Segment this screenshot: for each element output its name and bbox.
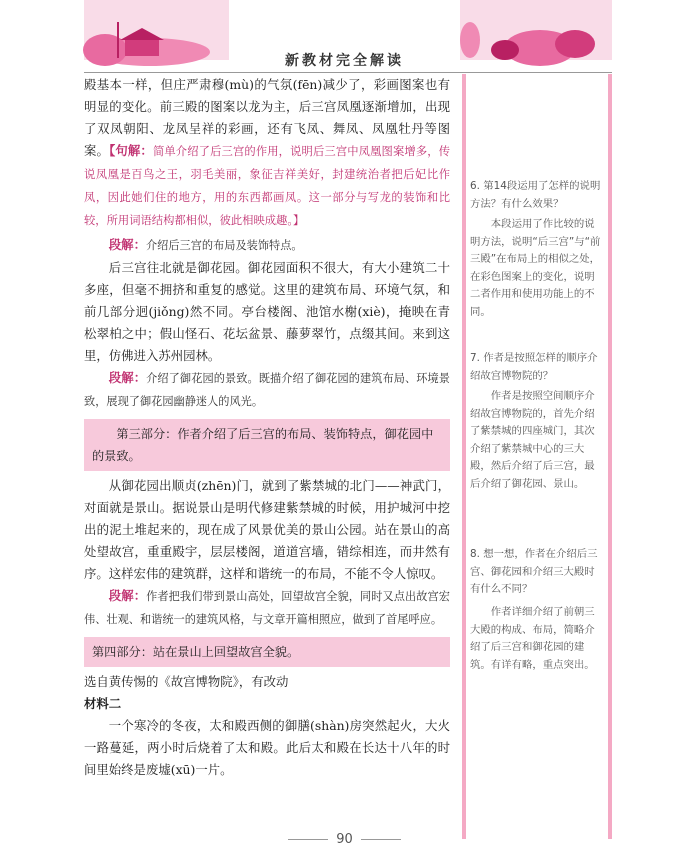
answer-6: 本段运用了作比较的说明方法，说明“后三宫”与“前三殿”在布局上的相似之处，在彩色图案上的变化，说明二者作用和使用功能上的不同。	[470, 218, 601, 318]
paragraph-p3: 从御花园出顺贞(zhēn)门，就到了紫禁城的北门——神武门，对面就是景山。据说景山是明代修建紫禁城的时候，用护城河中挖出的泥土堆起来的，现在成了风景优美的景山公园。站在景山的高处望故宫，重重殿宇，层层楼阁，道道宫墙，错综相连，而井然有序。这样宏伟的建筑群，这样和谐统一的布局，不能不令人惊叹。	[84, 478, 450, 581]
main-column	[84, 74, 450, 781]
paragraph-note-2	[84, 367, 450, 413]
part-4-summary: 第四部分：站在景山上回望故宫全貌。	[84, 637, 450, 667]
header-title: 新教材完全解读	[285, 53, 404, 69]
material-title: 材料二	[84, 696, 122, 711]
p1-text: 殿基本一样，但庄严肃穆(mù)的气氛(fēn)减少了，彩画图案也有明显的变化。前三殿的图案以龙为主，后三宫凤凰逐渐增加，出现了双凤朝阳、龙凤呈祥的彩画，还有飞凤、舞凤、凤凰牡丹等图案。	[84, 77, 450, 158]
paragraph-p4: 一个寒冷的冬夜，太和殿西侧的御膳(shàn)房突然起火，大火一路蔓延，两小时后烧着了太和殿。此后太和殿在长达十八年的时间里始终是废墟(xū)一片。	[84, 718, 450, 777]
paragraph-p1	[84, 74, 450, 232]
sidebar-questions	[462, 74, 612, 839]
sentence-note: 简单介绍了后三宫的作用，说明后三宫中凤凰图案增多，传说凤凰是百鸟之王，羽毛美丽，象征吉祥美好，封建统治者把后妃比作凤，因此她们住的地方，用的东西都画凤。这一部分与写龙的装饰和比较，所用词语结构都相似，彼此相映成趣。】	[84, 145, 450, 227]
note-label: 段解：	[108, 370, 147, 385]
paragraph-note-1	[84, 234, 450, 257]
note-text: 介绍后三宫的布局及装饰特点。	[145, 239, 303, 252]
source-citation: 选自黄传惕的《故宫博物院》，有改动	[84, 674, 289, 689]
question-6: 6. 第14段运用了怎样的说明方法？有什么效果？	[470, 180, 601, 210]
answer-8: 作者详细介绍了前朝三大殿的构成、布局，简略介绍了后三宫和御花园的建筑。有详有略，重点突出。	[470, 606, 595, 671]
answer-7: 作者是按照空间顺序介绍故宫博物院的，首先介绍了紫禁城的四座城门，其次介绍了紫禁城中心的三大殿，然后介绍了后三宫，最后介绍了御花园、景山。	[470, 390, 595, 490]
paragraph-note-3	[84, 585, 450, 631]
page-number	[0, 832, 689, 847]
note-label: 段解：	[108, 588, 147, 603]
sentence-note-label: 【句解：	[109, 143, 153, 158]
paragraph-p2: 后三宫往北就是御花园。御花园面积不很大，有大小建筑二十多座，但毫不拥挤和重复的感觉。这里的建筑布局、环境气氛，和前几部分迥(jiǒng)然不同。亭台楼阁、池馆水榭(xiè)，掩映在青松翠柏之中；假山怪石、花坛盆景、藤萝翠竹，点缀其间。来到这里，仿佛进入苏州园林。	[84, 260, 450, 363]
header-divider	[84, 72, 612, 73]
note-text: 介绍了御花园的景致。既描介绍了御花园的建筑布局、环境景致，展现了御花园幽静迷人的风光。	[84, 372, 450, 408]
question-7: 7. 作者是按照怎样的顺序介绍故宫博物院的？	[470, 352, 598, 382]
part-3-summary: 第三部分：作者介绍了后三宫的布局、装饰特点，御花园中的景致。	[84, 419, 450, 471]
note-text: 作者把我们带到景山高处，回望故宫全貌，同时又点出故宫宏伟、壮观、和谐统一的建筑风格，与文章开篇相照应，做到了首尾呼应。	[84, 590, 450, 626]
page-number-text: 90	[336, 832, 353, 847]
note-label: 段解：	[108, 237, 146, 252]
question-8: 8. 想一想，作者在介绍后三宫、御花园和介绍三大殿时有什么不同？	[470, 548, 598, 596]
